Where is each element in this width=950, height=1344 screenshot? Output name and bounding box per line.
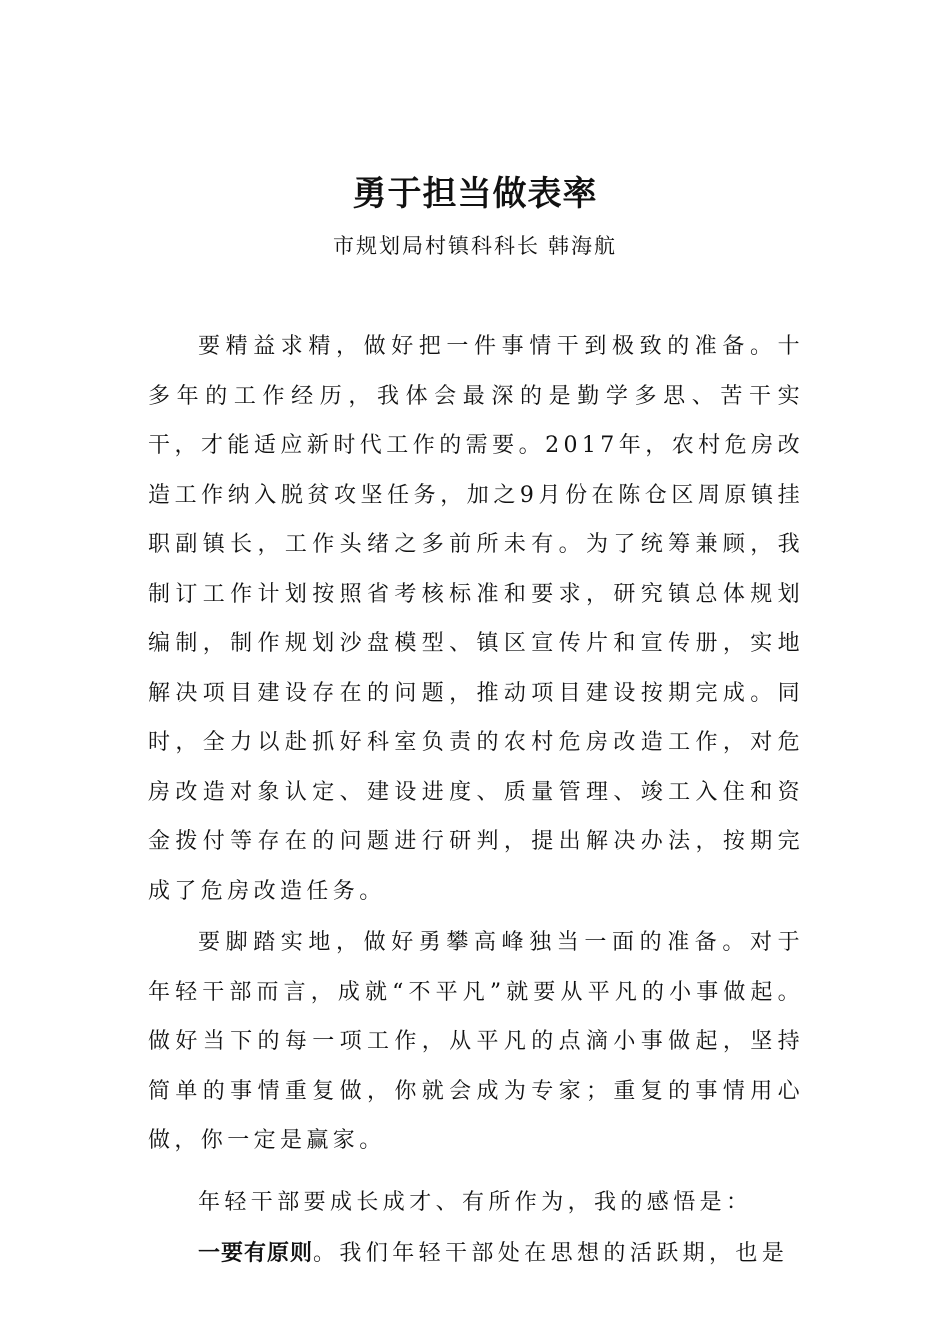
- paragraph-4: [148, 1229, 804, 1279]
- document-title: 勇于担当做表率: [352, 174, 598, 214]
- byline: [0, 228, 950, 264]
- paragraph-4-text: 。我们年轻干部处在思想的活跃期，也是: [313, 1241, 789, 1266]
- document-body: [148, 322, 804, 1279]
- paragraph-1: 要精益求精，做好把一件事情干到极致的准备。十多年的工作经历，我体会最深的是勤学多思、苦干实干，才能适应新时代工作的需要。2017年，农村危房改造工作纳入脱贫攻坚任务，加之9月份在陈仓区周原镇挂职副镇长，工作头绪之多前所未有。为了统筹兼顾，我制订工作计划按照省考核标准和要求，研究镇总体规划编制，制作规划沙盘模型、镇区宣传片和宣传册，实地解决项目建设存在的问题，推动项目建设按期完成。同时，全力以赴抓好科室负责的农村危房改造工作，对危房改造对象认定、建设进度、质量管理、竣工入住和资金拨付等存在的问题进行研判，提出解决办法，按期完成了危房改造任务。: [148, 334, 804, 904]
- byline-author: 韩海航: [548, 234, 617, 258]
- byline-role: 市规划局村镇科科长: [333, 234, 540, 258]
- paragraph-2: 要脚踏实地，做好勇攀高峰独当一面的准备。对于年轻干部而言，成就“不平凡”就要从平凡的小事做起。做好当下的每一项工作，从平凡的点滴小事做起，坚持简单的事情重复做，你就会成为专家；重复的事情用心做，你一定是赢家。: [148, 930, 804, 1153]
- paragraph-3: 年轻干部要成长成才、有所作为，我的感悟是：: [198, 1189, 753, 1215]
- paragraph-4-lead: 一要有原则: [198, 1241, 314, 1266]
